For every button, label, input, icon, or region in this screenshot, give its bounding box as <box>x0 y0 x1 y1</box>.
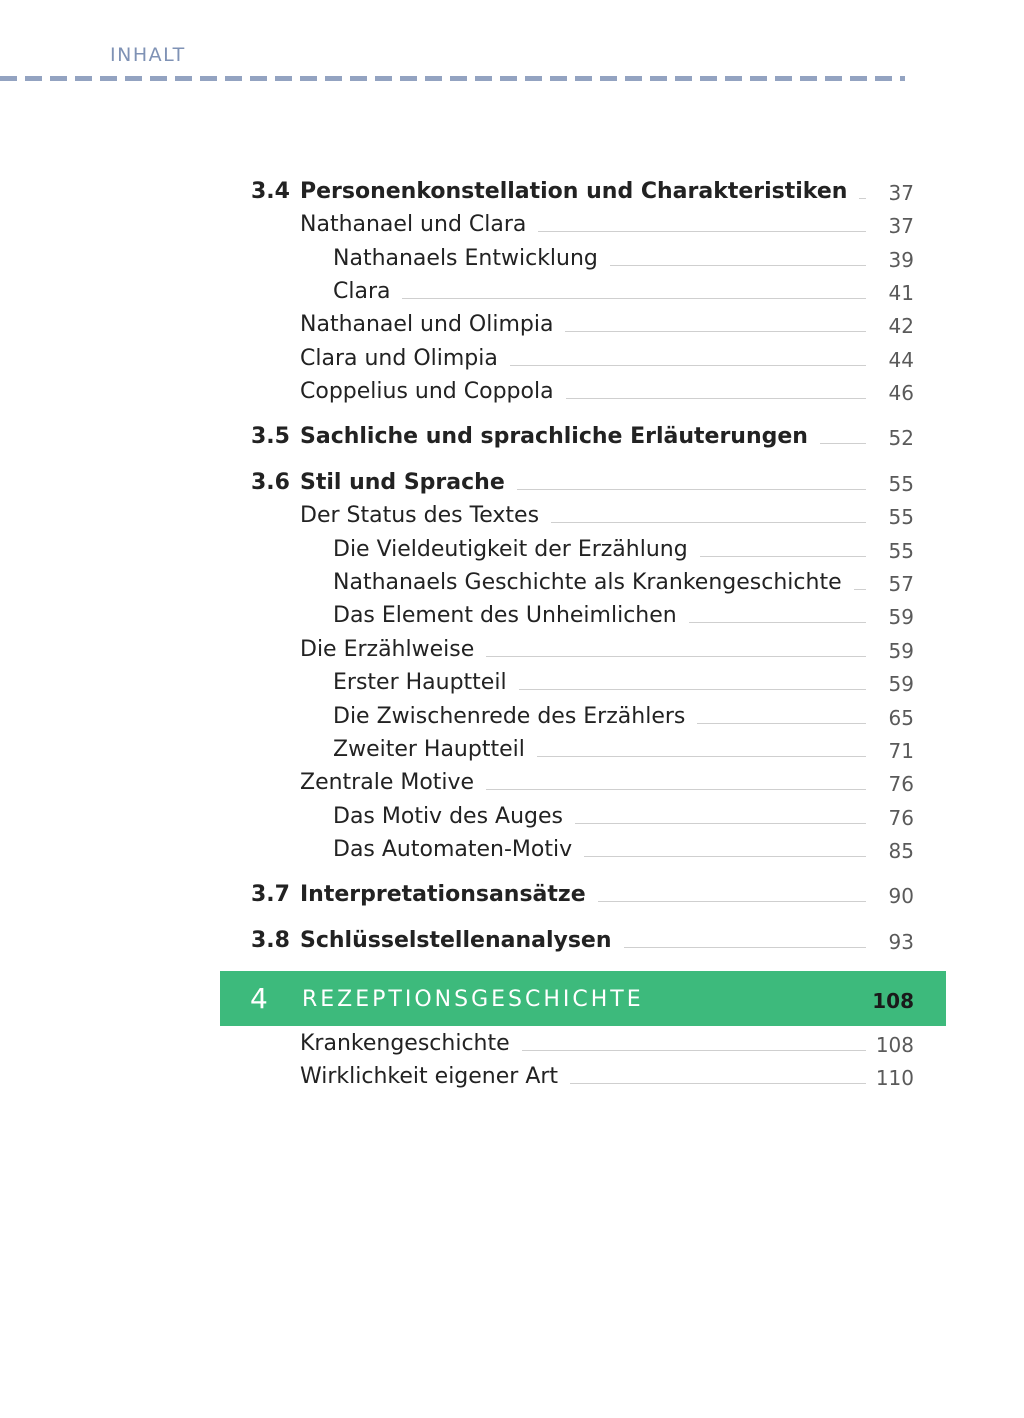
toc-entry-title: Das Automaten-Motiv <box>333 837 573 862</box>
toc-entry-title: Erster Hauptteil <box>333 670 507 695</box>
toc-entry-title: Interpretationsansätze <box>300 882 586 907</box>
chapter-title: REZEPTIONSGESCHICHTE <box>302 987 644 1012</box>
toc-entry-page: 55 <box>888 539 914 563</box>
toc-entry-page: 37 <box>888 214 914 238</box>
chapter-heading-bar <box>220 971 946 1026</box>
toc-entry[interactable] <box>0 244 1024 274</box>
toc-leader-line <box>566 398 866 399</box>
toc-entry[interactable] <box>0 344 1024 374</box>
toc-entry-title: Der Status des Textes <box>300 503 540 528</box>
toc-entry[interactable] <box>0 1029 1024 1059</box>
toc-entry[interactable] <box>0 835 1024 865</box>
toc-entry-page: 59 <box>888 639 914 663</box>
toc-entry[interactable] <box>0 1062 1024 1092</box>
toc-entry-number: 3.8 <box>251 928 290 953</box>
toc-leader-line <box>570 1083 866 1084</box>
toc-leader-line <box>598 901 866 902</box>
toc-leader-line <box>584 856 866 857</box>
toc-entry[interactable] <box>0 802 1024 832</box>
toc-entry[interactable] <box>0 568 1024 598</box>
toc-entry-page: 59 <box>888 605 914 629</box>
toc-entry-title: Stil und Sprache <box>300 470 505 495</box>
toc-leader-line <box>402 298 866 299</box>
toc-entry-number: 3.6 <box>251 470 290 495</box>
toc-leader-line <box>522 1050 866 1051</box>
toc-entry-page: 76 <box>888 772 914 796</box>
toc-leader-line <box>820 443 866 444</box>
toc-leader-line <box>624 947 866 948</box>
toc-entry-title: Wirklichkeit eigener Art <box>300 1064 559 1089</box>
toc-entry[interactable] <box>0 668 1024 698</box>
toc-entry-page: 42 <box>888 314 914 338</box>
toc-leader-line <box>486 789 866 790</box>
toc-entry-page: 110 <box>875 1066 914 1090</box>
toc-entry-page: 57 <box>888 572 914 596</box>
toc-entry[interactable] <box>0 926 1024 956</box>
toc-entry-title: Coppelius und Coppola <box>300 379 554 404</box>
toc-entry-title: Die Vieldeutigkeit der Erzählung <box>333 537 688 562</box>
toc-entry-page: 41 <box>888 281 914 305</box>
toc-leader-line <box>689 622 866 623</box>
toc-entry-page: 65 <box>888 706 914 730</box>
toc-entry-title: Das Motiv des Auges <box>333 804 563 829</box>
toc-entry[interactable] <box>0 310 1024 340</box>
toc-entry[interactable] <box>0 177 1024 207</box>
toc-leader-line <box>565 331 866 332</box>
toc-leader-line <box>610 265 866 266</box>
toc-entry-page: 76 <box>888 806 914 830</box>
toc-leader-line <box>537 756 866 757</box>
toc-leader-line <box>538 231 866 232</box>
toc-entry-title: Die Zwischenrede des Erzählers <box>333 704 686 729</box>
toc-entry[interactable] <box>0 702 1024 732</box>
toc-entry[interactable] <box>0 501 1024 531</box>
toc-leader-line <box>486 656 866 657</box>
toc-entry-page: 71 <box>888 739 914 763</box>
toc-entry-title: Schlüsselstellenanalysen <box>300 928 612 953</box>
toc-entry-title: Clara <box>333 279 391 304</box>
toc-entry[interactable] <box>0 210 1024 240</box>
toc-entry-page: 55 <box>888 505 914 529</box>
toc-leader-line <box>510 365 866 366</box>
toc-entry[interactable] <box>0 635 1024 665</box>
toc-entry-number: 3.7 <box>251 882 290 907</box>
chapter-number: 4 <box>250 982 268 1015</box>
toc-entry[interactable] <box>0 535 1024 565</box>
toc-leader-line <box>700 556 866 557</box>
toc-entry-page: 52 <box>888 426 914 450</box>
toc-entry-number: 3.4 <box>251 179 290 204</box>
toc-entry-page: 46 <box>888 381 914 405</box>
toc-leader-line <box>551 522 866 523</box>
toc-leader-line <box>854 589 866 590</box>
toc-entry-title: Krankengeschichte <box>300 1031 510 1056</box>
toc-entry-page: 85 <box>888 839 914 863</box>
toc-entry-title: Nathanaels Entwicklung <box>333 246 598 271</box>
toc-entry-page: 39 <box>888 248 914 272</box>
toc-entry[interactable] <box>0 277 1024 307</box>
toc-entry-page: 108 <box>875 1033 914 1057</box>
toc-entry-title: Zweiter Hauptteil <box>333 737 525 762</box>
chapter-page-number: 108 <box>872 989 914 1013</box>
toc-entry-title: Sachliche und sprachliche Erläuterungen <box>300 424 808 449</box>
toc-entry-page: 37 <box>888 181 914 205</box>
toc-leader-line <box>517 489 866 490</box>
toc-entry-page: 59 <box>888 672 914 696</box>
toc-entry[interactable] <box>0 768 1024 798</box>
running-header: INHALT <box>110 44 186 66</box>
toc-entry-page: 93 <box>888 930 914 954</box>
toc-entry-title: Zentrale Motive <box>300 770 475 795</box>
toc-entry[interactable] <box>0 880 1024 910</box>
toc-entry-title: Nathanael und Olimpia <box>300 312 554 337</box>
toc-leader-line <box>519 689 866 690</box>
toc-entry[interactable] <box>0 735 1024 765</box>
toc-entry-page: 90 <box>888 884 914 908</box>
toc-entry[interactable] <box>0 422 1024 452</box>
toc-entry[interactable] <box>0 377 1024 407</box>
toc-leader-line <box>697 723 866 724</box>
toc-entry-page: 44 <box>888 348 914 372</box>
header-dashed-rule <box>0 76 905 81</box>
toc-leader-line <box>575 823 866 824</box>
toc-entry[interactable] <box>0 468 1024 498</box>
toc-leader-line <box>859 198 866 199</box>
toc-entry-page: 55 <box>888 472 914 496</box>
toc-entry-title: Die Erzählweise <box>300 637 475 662</box>
toc-entry-title: Nathanael und Clara <box>300 212 527 237</box>
toc-entry[interactable] <box>0 601 1024 631</box>
toc-entry-title: Nathanaels Geschichte als Krankengeschichte <box>333 570 842 595</box>
toc-entry-title: Clara und Olimpia <box>300 346 498 371</box>
toc-entry-title: Personenkonstellation und Charakteristiken <box>300 179 848 204</box>
toc-entry-title: Das Element des Unheimlichen <box>333 603 677 628</box>
toc-entry-number: 3.5 <box>251 424 290 449</box>
